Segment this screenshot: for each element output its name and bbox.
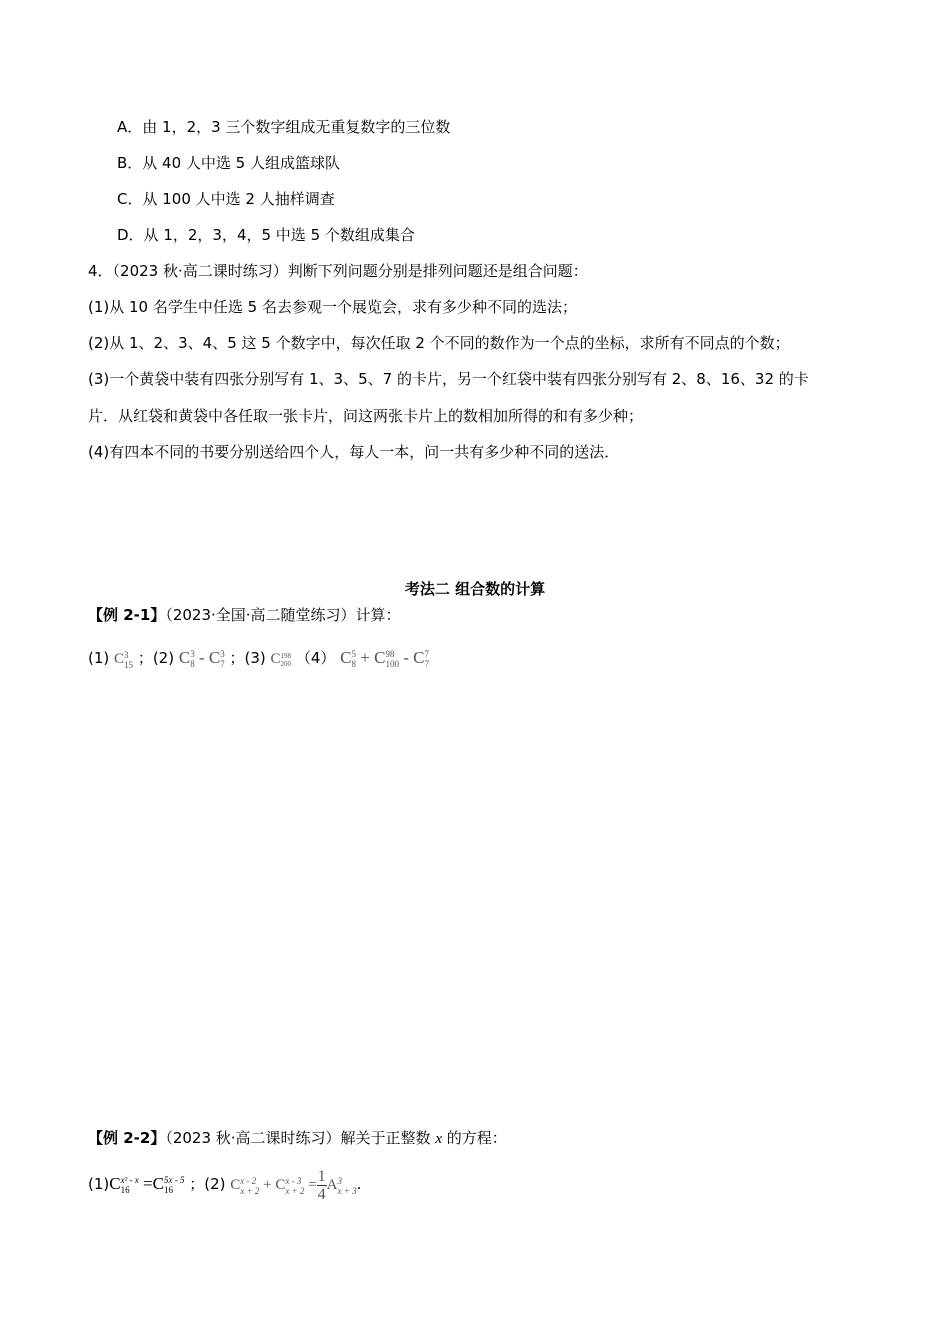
expr-2: C 3 8 - C 3 7 — [178, 648, 225, 670]
variable-x: x — [435, 1131, 442, 1147]
example-2-1-heading — [88, 605, 401, 625]
example-source: （2023·全国·高二随堂练习）计算： — [165, 606, 401, 624]
equation-1: C x² - x 16 =C 5x - 5 16 — [109, 1174, 185, 1196]
example-2-2-equations — [88, 1166, 361, 1203]
label: （4） — [295, 649, 336, 667]
label: (1) — [88, 1175, 110, 1193]
expr-4: C 5 8 + C 98 100 - C 7 7 — [340, 648, 429, 670]
label: ；(2) — [189, 1175, 226, 1193]
example-source: （2023 秋·高二课时练习）解关于正整数 — [165, 1129, 431, 1147]
question-4-stem: 4．（2023 秋·高二课时练习）判断下列问题分别是排列问题还是组合问题： — [88, 262, 588, 280]
question-4-item: (1)从 10 名学生中任选 5 名去参观一个展览会，求有多少种不同的选法； — [88, 298, 577, 316]
expr-3: C 198 200 — [270, 651, 292, 668]
label: ；(2) — [137, 649, 175, 667]
question-4-item: (4)有四本不同的书要分别送给四个人，每人一本，问一共有多少种不同的送法． — [88, 443, 620, 461]
equation-2: C x - 2 x + 2 + C x - 3 x + 2 = $\frac{1}{4}$ A 3 x + 3 — [230, 1168, 357, 1204]
option-b: B．从 40 人中选 5 人组成篮球队 — [117, 154, 340, 172]
label: . — [356, 1175, 362, 1193]
label: (1) — [88, 649, 110, 667]
example-2-2-heading — [88, 1128, 507, 1149]
section-title: 考法二 组合数的计算 — [404, 580, 546, 598]
expr-1: C 3 15 — [114, 649, 134, 670]
question-4-item: 片．从红袋和黄袋中各任取一张卡片，问这两张卡片上的数相加所得的和有多少种； — [88, 407, 644, 425]
example-tag: 【例 2-2】 — [88, 1129, 166, 1147]
example-tag: 【例 2-1】 — [88, 606, 166, 624]
example-2-1-expressions — [88, 644, 429, 673]
label: ；(3) — [229, 649, 266, 667]
option-c: C．从 100 人中选 2 人抽样调查 — [117, 190, 335, 208]
question-4-item: (2)从 1、2、3、4、5 这 5 个数字中，每次任取 2 个不同的数作为一个点的坐标，求所有不同点的个数； — [88, 334, 790, 352]
example-tail: 的方程： — [446, 1129, 507, 1147]
question-4-item: (3)一个黄袋中装有四张分别写有 1、3、5、7 的卡片，另一个红袋中装有四张分别写有 2、8、16、32 的卡 — [88, 370, 809, 388]
option-d: D．从 1，2，3，4，5 中选 5 个数组成集合 — [117, 226, 415, 244]
option-a: A．由 1，2，3 三个数字组成无重复数字的三位数 — [117, 118, 451, 136]
